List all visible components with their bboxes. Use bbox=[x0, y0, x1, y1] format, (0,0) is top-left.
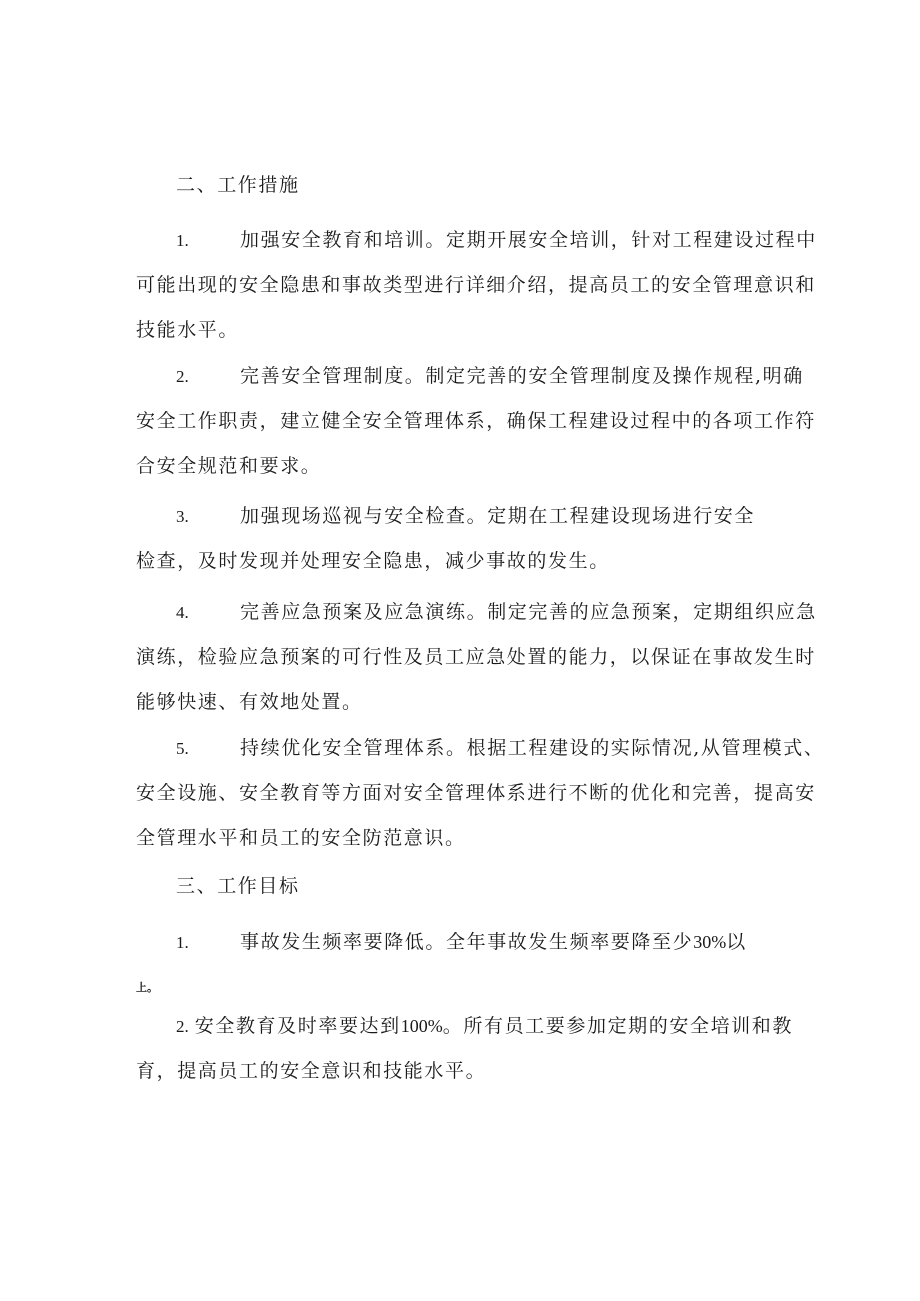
measure-number: 5. bbox=[176, 739, 189, 758]
goal-value: 30% bbox=[693, 932, 727, 952]
measure-line bbox=[136, 590, 817, 635]
goal-item-1 bbox=[136, 920, 798, 1005]
section-heading-goals bbox=[136, 864, 798, 909]
section-heading-measures bbox=[136, 163, 798, 208]
measure-text: 加强安全教育和培训。定期开展安全培训，针对工程建设过程中 bbox=[240, 229, 817, 251]
measure-text: 完善应急预案及应急演练。制定完善的应急预案，定期组织应急 bbox=[240, 601, 817, 623]
measure-line bbox=[136, 494, 798, 539]
measure-number: 1. bbox=[176, 231, 189, 250]
section-heading-text: 二、工作措施 bbox=[176, 174, 300, 196]
measure-line bbox=[136, 354, 804, 399]
goal-text: 。所有员工要参加定期的安全培训和教 bbox=[442, 1015, 793, 1037]
measure-line: 演练，检验应急预案的可行性及员工应急处置的能力，以保证在事故发生时 bbox=[136, 646, 816, 668]
goal-line bbox=[136, 920, 798, 965]
measure-line: 检查，及时发现并处理安全隐患，减少事故的发生。 bbox=[136, 550, 610, 572]
goal-line: 育，提高员工的安全意识和技能水平。 bbox=[136, 1060, 487, 1082]
measure-line bbox=[136, 218, 817, 263]
goal-item-2 bbox=[136, 1004, 798, 1094]
measure-number: 2. bbox=[176, 367, 189, 386]
measure-item-2 bbox=[136, 354, 816, 489]
measure-line: 安全工作职责，建立健全安全管理体系，确保工程建设过程中的各项工作符 bbox=[136, 410, 816, 432]
measure-line: 能够快速、有效地处置。 bbox=[136, 691, 363, 713]
measure-number: 3. bbox=[176, 507, 189, 526]
measure-text: 完善安全管理制度。制定完善的安全管理制度及操作规程,明确 bbox=[240, 365, 804, 387]
goal-text: 事故发生频率要降低。全年事故发生频率要降至少 bbox=[240, 931, 694, 953]
goal-text: 安全教育及时率要达到 bbox=[194, 1015, 401, 1037]
goal-value: 100% bbox=[400, 1016, 443, 1036]
measure-line: 全管理水平和员工的安全防范意识。 bbox=[136, 827, 466, 849]
measure-item-5 bbox=[136, 726, 825, 861]
measure-item-4 bbox=[136, 590, 817, 725]
measure-item-1 bbox=[136, 218, 817, 353]
goal-text-tail: 以 bbox=[726, 931, 747, 953]
measure-line: 技能水平。 bbox=[136, 319, 240, 341]
measure-line: 安全设施、安全教育等方面对安全管理体系进行不断的优化和完善，提高安 bbox=[136, 782, 816, 804]
goal-line bbox=[136, 1004, 798, 1049]
measure-line: 合安全规范和要求。 bbox=[136, 455, 322, 477]
measure-line: 可能出现的安全隐患和事故类型进行详细介绍，提高员工的安全管理意识和 bbox=[136, 274, 816, 296]
goal-text: 上。 bbox=[136, 982, 158, 994]
measure-text: 持续优化安全管理体系。根据工程建设的实际情况,从管理模式、 bbox=[240, 737, 825, 759]
measure-line bbox=[136, 726, 825, 771]
measure-number: 4. bbox=[176, 603, 189, 622]
measure-text: 加强现场巡视与安全检查。定期在工程建设现场进行安全 bbox=[240, 505, 756, 527]
goal-number: 1. bbox=[176, 933, 189, 952]
section-heading-text: 三、工作目标 bbox=[176, 875, 300, 897]
goal-number: 2. bbox=[176, 1017, 189, 1036]
measure-item-3 bbox=[136, 494, 798, 584]
goal-line bbox=[136, 965, 798, 1005]
